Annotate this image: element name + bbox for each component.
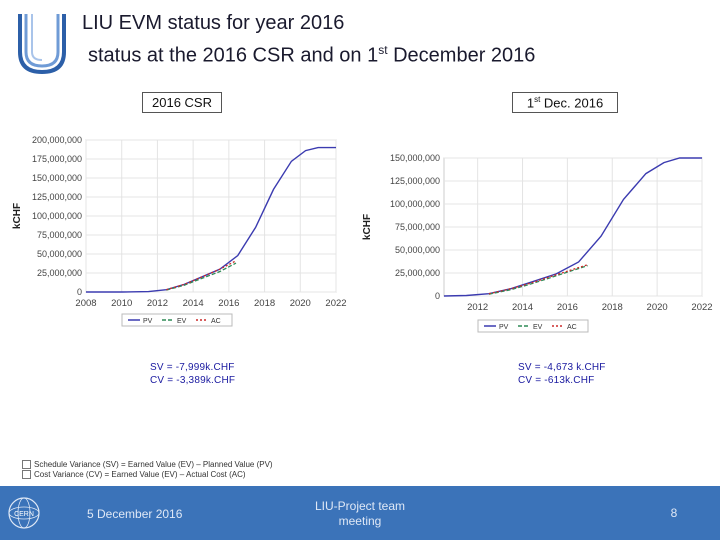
- y-tick-label: 25,000,000: [36, 268, 82, 278]
- y-tick-label: 150,000,000: [31, 173, 82, 183]
- x-tick-label: 2018: [601, 302, 623, 313]
- x-tick-label: 2012: [146, 298, 168, 309]
- legend-label-ac: AC: [567, 324, 577, 331]
- y-tick-label: 125,000,000: [31, 192, 82, 202]
- x-tick-label: 2022: [691, 302, 713, 313]
- liu-logo: [12, 8, 72, 76]
- y-tick-label: 75,000,000: [36, 230, 82, 240]
- x-tick-label: 2018: [254, 298, 276, 309]
- footnote-cv: Cost Variance (CV) = Earned Value (EV) – Actual Cost (AC): [22, 470, 273, 480]
- x-tick-label: 2014: [182, 298, 204, 309]
- y-tick-label: 25,000,000: [394, 268, 440, 278]
- y-tick-label: 0: [434, 291, 440, 301]
- panel-label-dec: 1st Dec. 2016: [512, 92, 618, 113]
- panel-label-csr: 2016 CSR: [142, 92, 222, 113]
- title-line-1: LIU EVM status for year 2016: [82, 12, 345, 34]
- x-tick-label: 2016: [218, 298, 240, 309]
- footnote-marker-icon: [22, 470, 31, 479]
- x-tick-label: 2010: [111, 298, 133, 309]
- footnote-sv: Schedule Variance (SV) = Earned Value (EV) – Planned Value (PV): [22, 460, 273, 470]
- y-tick-label: 100,000,000: [389, 199, 440, 209]
- x-tick-label: 2012: [467, 302, 489, 313]
- x-tick-label: 2016: [556, 302, 578, 313]
- legend-label-pv: PV: [143, 318, 153, 325]
- cv-csr: CV = -3,389k.CHF: [150, 375, 236, 386]
- evm-chart-dec: [356, 146, 713, 338]
- y-axis-label: kCHF: [362, 213, 373, 241]
- y-tick-label: 50,000,000: [394, 245, 440, 255]
- footer-meeting: LIU-Project team meeting: [314, 499, 406, 528]
- slide-title: [82, 10, 535, 70]
- sv-csr: SV = -7,999k.CHF: [150, 362, 235, 373]
- y-axis-label: kCHF: [12, 202, 23, 230]
- x-tick-label: 2020: [646, 302, 668, 313]
- x-tick-label: 2014: [511, 302, 534, 313]
- legend-label-ev: EV: [177, 318, 187, 325]
- footnote-marker-icon: [22, 460, 31, 469]
- evm-chart-csr: [8, 132, 346, 336]
- cv-dec: CV = -613k.CHF: [518, 375, 595, 386]
- chart-legend: [122, 314, 232, 326]
- chart-legend: [478, 320, 588, 332]
- title-line-2: status at the 2016 CSR and on 1st December 2016: [88, 43, 536, 67]
- footnotes: [22, 460, 273, 480]
- y-tick-label: 175,000,000: [31, 154, 82, 164]
- y-tick-label: 50,000,000: [36, 249, 82, 259]
- variance-dec: [518, 361, 606, 387]
- page-number: 8: [670, 506, 678, 520]
- sv-dec: SV = -4,673 k.CHF: [518, 362, 606, 373]
- y-tick-label: 100,000,000: [31, 211, 82, 221]
- legend-label-ac: AC: [211, 318, 221, 325]
- footer-bar: [0, 486, 720, 540]
- legend-label-ev: EV: [533, 324, 543, 331]
- y-tick-label: 125,000,000: [389, 176, 440, 186]
- y-tick-label: 75,000,000: [394, 222, 440, 232]
- legend-label-pv: PV: [499, 324, 509, 331]
- variance-csr: [150, 361, 235, 387]
- x-tick-label: 2022: [325, 298, 347, 309]
- cern-logo: [6, 495, 42, 531]
- x-tick-label: 2020: [289, 298, 311, 309]
- y-tick-label: 0: [76, 287, 82, 297]
- cern-logo-text: CERN: [14, 511, 34, 518]
- y-tick-label: 200,000,000: [31, 135, 82, 145]
- footer-date: 5 December 2016: [87, 507, 183, 521]
- y-tick-label: 150,000,000: [389, 153, 440, 163]
- x-tick-label: 2008: [75, 298, 97, 309]
